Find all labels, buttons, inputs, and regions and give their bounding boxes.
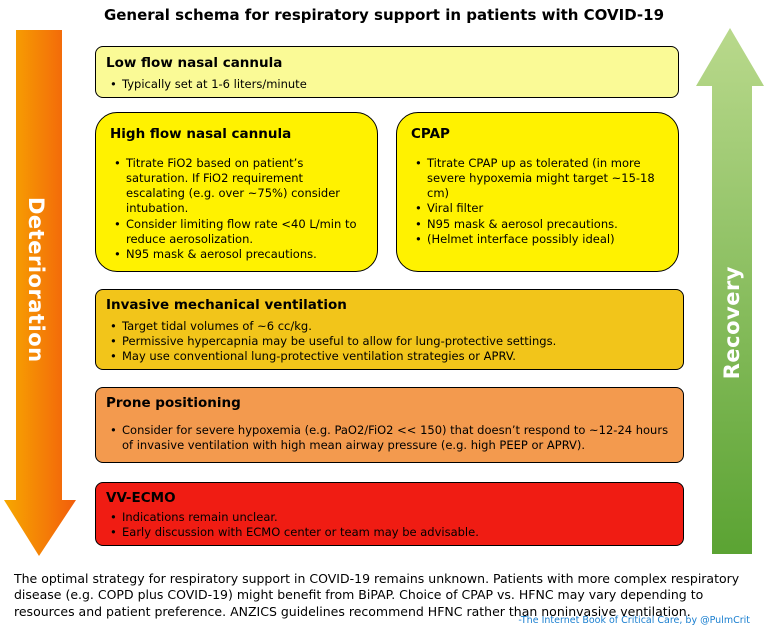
cpap-bullet: • N95 mask & aerosol precautions. xyxy=(411,217,664,232)
low-flow-title: Low flow nasal cannula xyxy=(106,55,283,71)
deterioration-label-wrap xyxy=(12,30,60,530)
hfnc-bullet: • Consider limiting flow rate <40 L/min to reduce aerosolization. xyxy=(110,217,363,247)
low-flow-box xyxy=(95,46,679,98)
imv-title: Invasive mechanical ventilation xyxy=(106,297,347,313)
ecmo-title: VV-ECMO xyxy=(106,490,176,506)
imv-bullet: • Permissive hypercapnia may be useful to allow for lung-protective settings. xyxy=(106,334,673,349)
cpap-title: CPAP xyxy=(411,126,450,142)
hfnc-box xyxy=(95,112,378,272)
cpap-bullet: • (Helmet interface possibly ideal) xyxy=(411,232,664,247)
low-flow-bullets xyxy=(106,77,668,92)
prone-bullet: • Consider for severe hypoxemia (e.g. PaO2/FiO2 << 150) that doesn’t respond to ~12-24 hours of invasive ventilation with high mean airway pressure (e.g. high PEEP or APRV). xyxy=(106,423,673,453)
footer-note: The optimal strategy for respiratory support in COVID-19 remains unknown. Patients with more complex respiratory disease (e.g. COPD plus COVID-19) might benefit from BiPAP. Choice of CPAP vs. HFNC may vary depending to resources and patient preference. ANZICS guidelines recommend HFNC rather than noninvasive ventilation. xyxy=(14,571,740,619)
prone-title: Prone positioning xyxy=(106,395,241,411)
cpap-bullet: • Titrate CPAP up as tolerated (in more severe hypoxemia might target ~15-18 cm) xyxy=(411,156,664,202)
hfnc-bullets xyxy=(110,156,363,262)
cpap-bullets xyxy=(411,156,664,247)
hfnc-bullet: • N95 mask & aerosol precautions. xyxy=(110,247,363,262)
credit-line: -The Internet Book of Critical Care, by @PulmCrit xyxy=(518,615,750,626)
imv-box xyxy=(95,289,684,370)
prone-box xyxy=(95,387,684,463)
imv-bullet: • Target tidal volumes of ~6 cc/kg. xyxy=(106,319,673,334)
diagram-title: General schema for respiratory support in patients with COVID-19 xyxy=(103,6,665,24)
hfnc-bullet: • Titrate FiO2 based on patient’s saturation. If FiO2 requirement escalating (e.g. over ~75%) consider intubation. xyxy=(110,156,363,217)
imv-bullets xyxy=(106,319,673,365)
ecmo-bullet: • Early discussion with ECMO center or team may be advisable. xyxy=(106,525,673,540)
ecmo-bullets xyxy=(106,510,673,540)
hfnc-title: High flow nasal cannula xyxy=(110,126,292,142)
recovery-label: Recovery xyxy=(720,266,744,380)
cpap-bullet: • Viral filter xyxy=(411,201,664,216)
recovery-label-wrap xyxy=(712,90,752,556)
cpap-box xyxy=(396,112,679,272)
imv-bullet: • May use conventional lung-protective ventilation strategies or APRV. xyxy=(106,349,673,364)
low-flow-bullet: • Typically set at 1-6 liters/minute xyxy=(106,77,668,92)
ecmo-box xyxy=(95,482,684,546)
ecmo-bullet: • Indications remain unclear. xyxy=(106,510,673,525)
deterioration-label: Deterioration xyxy=(24,197,48,363)
prone-bullets xyxy=(106,423,673,453)
